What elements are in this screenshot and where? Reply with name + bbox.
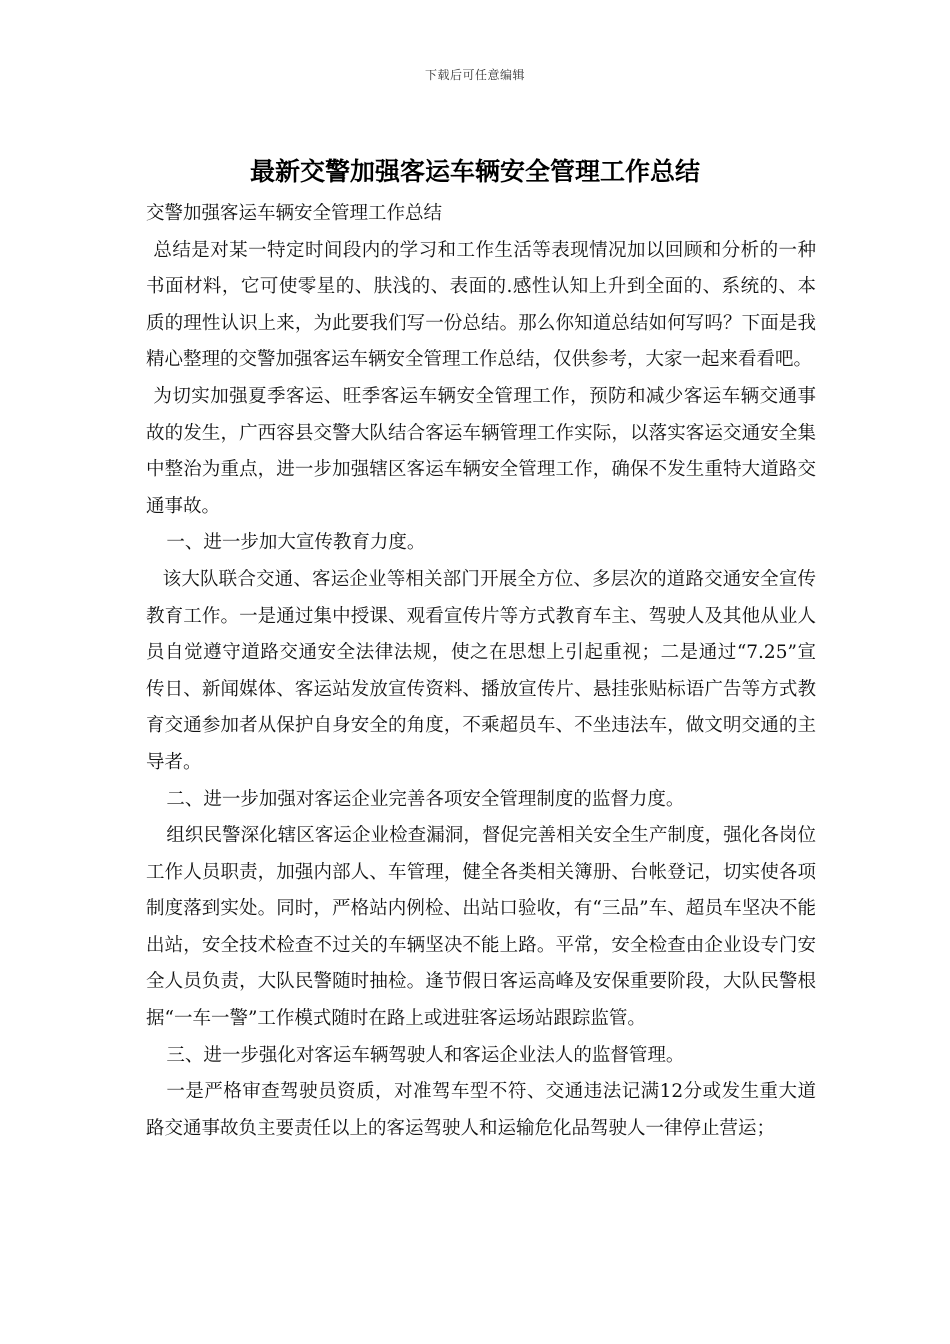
body-paragraph: 该大队联合交通、客运企业等相关部门开展全方位、多层次的道路交通安全宣传教育工作。一是通过集中授课、观看宣传片等方式教育车主、驾驶人及其他从业人员自觉遵守道路交通安全法律法规，使之在思想上引起重视；二是通过“7.25”宣传日、新闻媒体、客运站发放宣传资料、播放宣传片、悬挂张贴标语广告等方式教育交通参加者从保护自身安全的角度，不乘超员车、不坐违法车，做文明交通的主导者。 — [146, 568, 816, 773]
body-paragraph: 总结是对某一特定时间段内的学习和工作生活等表现情况加以回顾和分析的一种书面材料，它可使零星的、肤浅的、表面的.感性认知上升到全面的、系统的、本质的理性认识上来，为此要我们写一份总结。那么你知道总结如何写吗？下面是我精心整理的交警加强客运车辆安全管理工作总结，仅供参考，大家一起来看看吧。 — [146, 239, 816, 371]
header-note: 下载后可任意编辑 — [424, 68, 525, 82]
body-paragraph: 一是严格审查驾驶员资质，对准驾车型不符、交通违法记满12分或发生重大道路交通事故负主要责任以上的客运驾驶人和运输危化品驾驶人一律停止营运； — [146, 1081, 816, 1139]
section-heading: 二、进一步加强对客运企业完善各项安全管理制度的监督力度。 — [166, 788, 685, 810]
section-heading: 一、进一步加大宣传教育力度。 — [166, 532, 426, 554]
body-paragraph: 为切实加强夏季客运、旺季客运车辆安全管理工作，预防和减少客运车辆交通事故的发生，广西容县交警大队结合客运车辆管理工作实际，以落实客运交通安全集中整治为重点，进一步加强辖区客运车辆安全管理工作，确保不发生重特大道路交通事故。 — [146, 385, 816, 517]
body-paragraph: 组织民警深化辖区客运企业检查漏洞，督促完善相关安全生产制度，强化各岗位工作人员职责，加强内部人、车管理，健全各类相关簿册、台帐登记，切实使各项制度落到实处。同时，严格站内例检、出站口验收，有“三品”车、超员车坚决不能出站，安全技术检查不过关的车辆坚决不能上路。平常，安全检查由企业设专门安全人员负责，大队民警随时抽检。逢节假日客运高峰及安保重要阶段，大队民警根据“一车一警”工作模式随时在路上或进驻客运场站跟踪监管。 — [146, 825, 816, 1030]
document-body — [146, 196, 816, 1147]
subtitle-paragraph: 交警加强客运车辆安全管理工作总结 — [146, 203, 443, 224]
section-heading: 三、进一步强化对客运车辆驾驶人和客运企业法人的监督管理。 — [166, 1044, 685, 1066]
document-title: 最新交警加强客运车辆安全管理工作总结 — [249, 157, 700, 186]
